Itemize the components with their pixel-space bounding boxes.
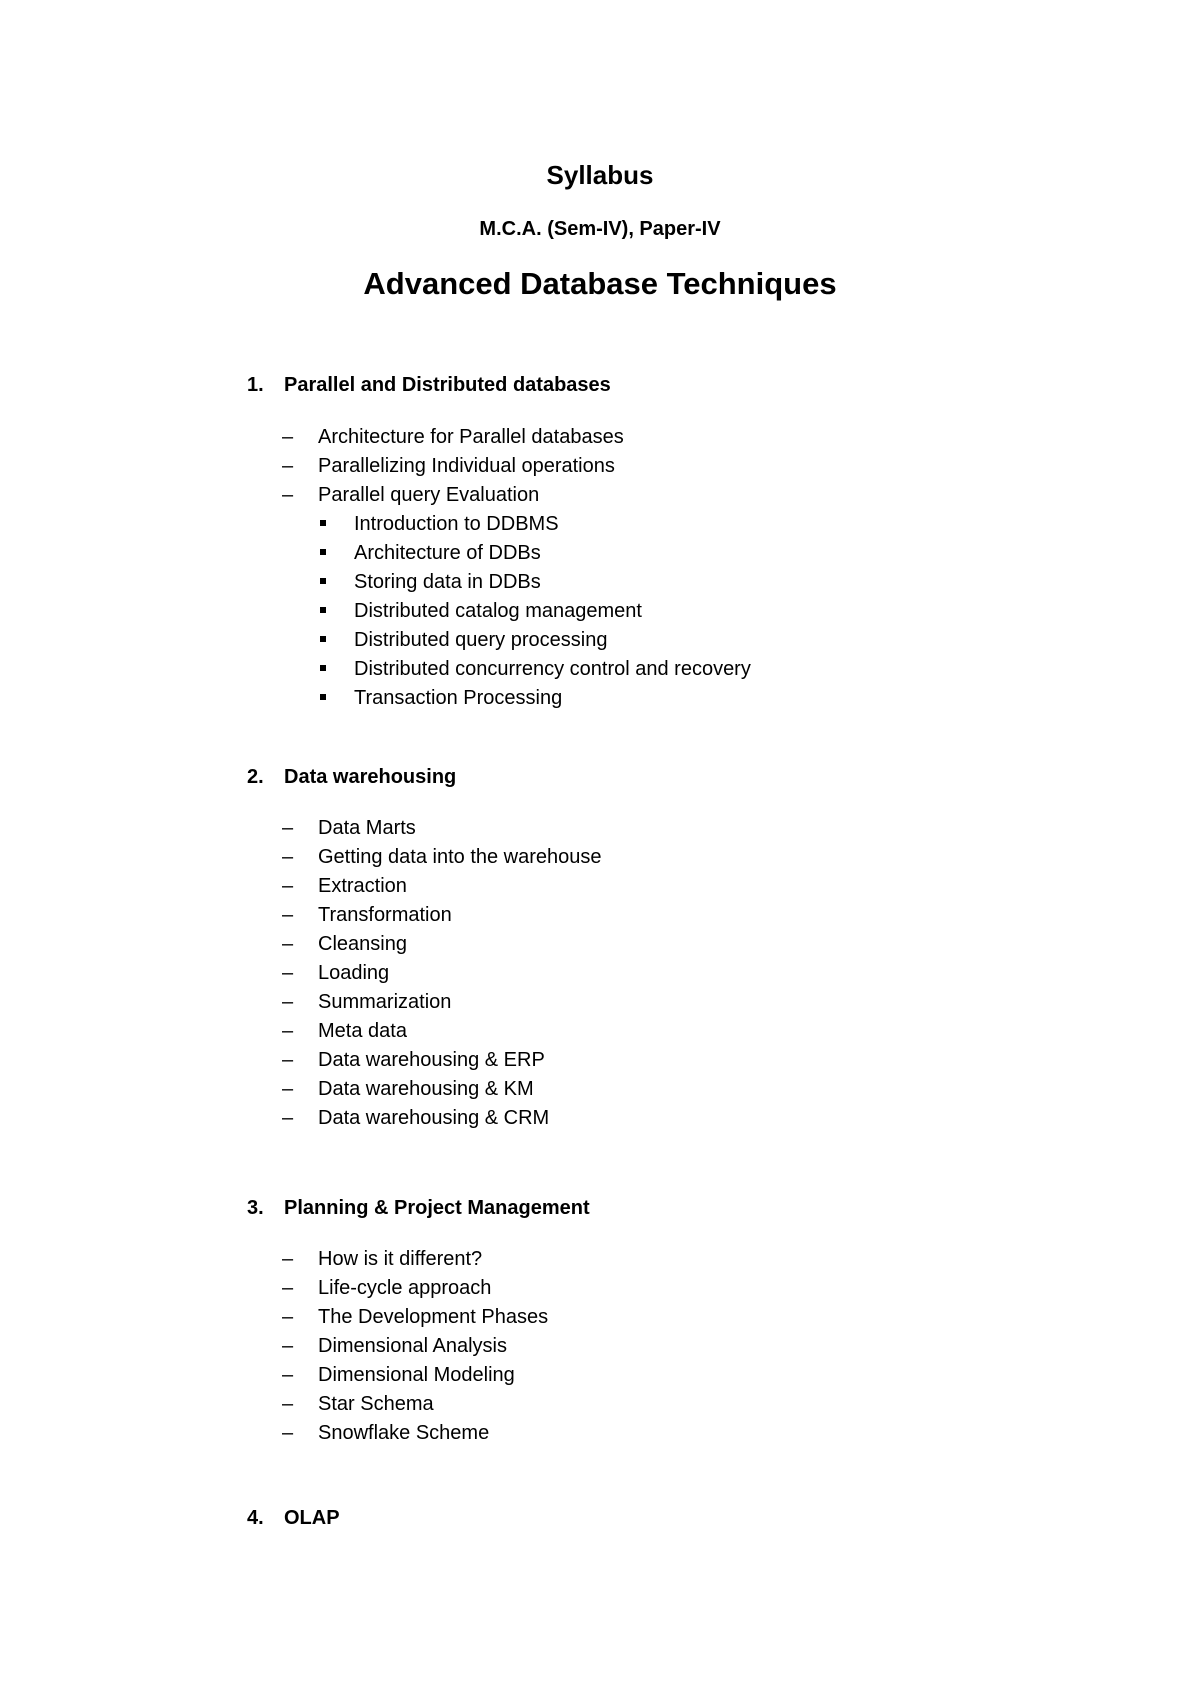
list-item: – Transformation bbox=[282, 901, 602, 930]
dash-marker: – bbox=[282, 875, 294, 897]
list-item: – Star Schema bbox=[282, 1390, 548, 1419]
dash-marker: – bbox=[282, 1364, 294, 1386]
sub-list-item: Transaction Processing bbox=[282, 684, 751, 713]
section-number: 3. bbox=[247, 1197, 264, 1219]
list-item: – Data Marts bbox=[282, 814, 602, 843]
dash-marker: – bbox=[282, 991, 294, 1013]
dash-marker: – bbox=[282, 817, 294, 839]
section-number: 1. bbox=[247, 374, 264, 396]
dash-marker: – bbox=[282, 1049, 294, 1071]
sub-list-item: Architecture of DDBs bbox=[282, 539, 751, 568]
section-1-title bbox=[247, 374, 611, 397]
list-item: – Parallel query Evaluation bbox=[282, 481, 751, 510]
list-item: – Life-cycle approach bbox=[282, 1274, 548, 1303]
dash-marker: – bbox=[282, 1078, 294, 1100]
list-item: – Extraction bbox=[282, 872, 602, 901]
sub-list-item: Distributed query processing bbox=[282, 626, 751, 655]
section-title-text: Data warehousing bbox=[284, 766, 457, 788]
section-3-list bbox=[282, 1245, 548, 1448]
square-bullet-icon bbox=[318, 568, 354, 597]
section-number: 4. bbox=[247, 1507, 264, 1529]
section-1-list bbox=[282, 423, 751, 713]
sub-list-item: Introduction to DDBMS bbox=[282, 510, 751, 539]
list-item: – Data warehousing & KM bbox=[282, 1075, 602, 1104]
square-bullet-icon bbox=[318, 510, 354, 539]
list-item: – Cleansing bbox=[282, 930, 602, 959]
list-item: – Snowflake Scheme bbox=[282, 1419, 548, 1448]
sub-list-item: Distributed concurrency control and recovery bbox=[282, 655, 751, 684]
dash-marker: – bbox=[282, 1393, 294, 1415]
section-number: 2. bbox=[247, 766, 264, 788]
course-subtitle: M.C.A. (Sem-IV), Paper-IV bbox=[479, 218, 721, 240]
list-item: – Architecture for Parallel databases bbox=[282, 423, 751, 452]
sub-list-item: Storing data in DDBs bbox=[282, 568, 751, 597]
section-2-title bbox=[247, 766, 456, 789]
list-item: – Parallelizing Individual operations bbox=[282, 452, 751, 481]
dash-marker: – bbox=[282, 484, 294, 506]
list-item: – Meta data bbox=[282, 1017, 602, 1046]
dash-marker: – bbox=[282, 1277, 294, 1299]
list-item: – Summarization bbox=[282, 988, 602, 1017]
dash-marker: – bbox=[282, 846, 294, 868]
dash-marker: – bbox=[282, 1335, 294, 1357]
dash-marker: – bbox=[282, 933, 294, 955]
dash-marker: – bbox=[282, 1306, 294, 1328]
dash-marker: – bbox=[282, 1107, 294, 1129]
list-item: – Data warehousing & CRM bbox=[282, 1104, 602, 1133]
dash-marker: – bbox=[282, 426, 294, 448]
list-item: – Data warehousing & ERP bbox=[282, 1046, 602, 1075]
list-item: – Dimensional Analysis bbox=[282, 1332, 548, 1361]
list-item: – Loading bbox=[282, 959, 602, 988]
subject-heading: Advanced Database Techniques bbox=[363, 266, 837, 301]
section-title-text: Parallel and Distributed databases bbox=[284, 374, 611, 396]
section-3-title bbox=[247, 1197, 590, 1220]
square-bullet-icon bbox=[318, 597, 354, 626]
square-bullet-icon bbox=[318, 684, 354, 713]
list-item: – Getting data into the warehouse bbox=[282, 843, 602, 872]
dash-marker: – bbox=[282, 1422, 294, 1444]
list-item: – Dimensional Modeling bbox=[282, 1361, 548, 1390]
dash-marker: – bbox=[282, 962, 294, 984]
list-item: – How is it different? bbox=[282, 1245, 548, 1274]
dash-marker: – bbox=[282, 455, 294, 477]
dash-marker: – bbox=[282, 1020, 294, 1042]
square-bullet-icon bbox=[318, 626, 354, 655]
document-title: Syllabus bbox=[546, 160, 654, 190]
square-bullet-icon bbox=[318, 655, 354, 684]
dash-marker: – bbox=[282, 904, 294, 926]
dash-marker: – bbox=[282, 1248, 294, 1270]
list-item: – The Development Phases bbox=[282, 1303, 548, 1332]
section-2-list bbox=[282, 814, 602, 1133]
section-title-text: OLAP bbox=[284, 1507, 340, 1529]
sub-list-item: Distributed catalog management bbox=[282, 597, 751, 626]
section-title-text: Planning & Project Management bbox=[284, 1197, 590, 1219]
square-bullet-icon bbox=[318, 539, 354, 568]
section-4-title bbox=[247, 1507, 340, 1530]
